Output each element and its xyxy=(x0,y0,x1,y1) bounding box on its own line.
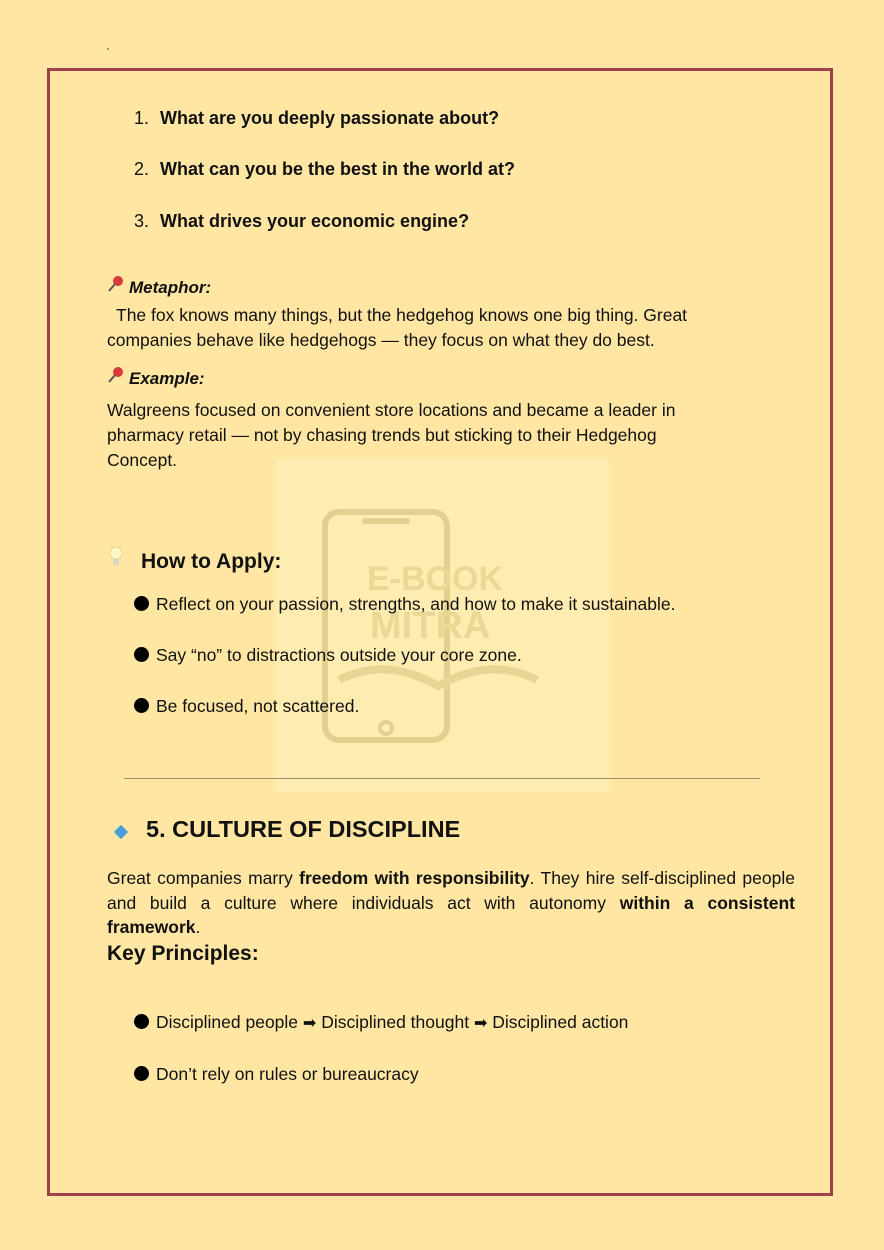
metaphor-label: Metaphor: xyxy=(129,278,212,297)
apply-item-2 xyxy=(134,645,522,666)
apply-text: Reflect on your passion, strengths, and how to make it sustainable. xyxy=(156,594,676,614)
pushpin-icon xyxy=(107,275,129,298)
watermark xyxy=(275,458,609,792)
section-5-title: 5. CULTURE OF DISCIPLINE xyxy=(146,816,461,842)
intro-text: . They hire self-disciplined people and build a culture where individuals act with autonomy xyxy=(107,868,795,913)
question-item-2 xyxy=(134,159,515,180)
right-arrow-icon: ➡ xyxy=(473,1015,488,1032)
question-number: 1. xyxy=(134,108,150,128)
example-body xyxy=(107,398,675,473)
apply-item-1 xyxy=(134,594,675,615)
how-to-apply-title: How to Apply: xyxy=(141,550,282,573)
how-to-apply-heading xyxy=(108,546,281,574)
apply-item-3 xyxy=(134,696,359,717)
question-text: What are you deeply passionate about? xyxy=(160,108,500,128)
bullet-icon xyxy=(134,698,149,713)
question-number: 2. xyxy=(134,159,150,179)
intro-text: . xyxy=(195,917,201,937)
blue-diamond-icon xyxy=(114,825,128,839)
question-text: What drives your economic engine? xyxy=(160,211,470,231)
right-arrow-icon: ➡ xyxy=(302,1015,317,1032)
metaphor-body xyxy=(107,303,687,353)
bullet-icon xyxy=(134,596,149,611)
intro-bold: freedom with responsibility xyxy=(299,868,530,888)
pushpin-icon xyxy=(107,366,129,389)
principle-item-1 xyxy=(134,1012,628,1033)
metaphor-line-1: The fox knows many things, but the hedgehog knows one big thing. Great xyxy=(116,305,688,325)
question-item-3 xyxy=(134,211,469,232)
bullet-icon xyxy=(134,1014,149,1029)
section-divider xyxy=(124,778,760,779)
principle-text: Don’t rely on rules or bureaucracy xyxy=(156,1064,419,1084)
principle-c: Disciplined action xyxy=(492,1012,629,1032)
example-line-1: Walgreens focused on convenient store locations and became a leader in xyxy=(107,400,676,420)
question-number: 3. xyxy=(134,211,150,231)
section-5-heading xyxy=(116,816,460,843)
metaphor-heading xyxy=(107,275,211,298)
watermark-text-1: E-BOOK xyxy=(367,560,503,598)
bullet-icon xyxy=(134,1066,149,1081)
principle-item-2 xyxy=(134,1064,419,1085)
watermark-phone-icon xyxy=(275,458,609,792)
section-5-intro xyxy=(107,866,795,940)
intro-bold: within a consistent framework xyxy=(107,892,795,937)
watermark-text-2: MITRA xyxy=(370,605,491,647)
key-principles-heading: Key Principles: xyxy=(107,942,259,965)
question-text: What can you be the best in the world at? xyxy=(160,159,516,179)
example-line-2: pharmacy retail — not by chasing trends but sticking to their Hedgehog xyxy=(107,425,657,445)
page-tick-mark: ` xyxy=(106,46,110,60)
example-label: Example: xyxy=(129,369,205,388)
bullet-icon xyxy=(134,647,149,662)
principle-b: Disciplined thought xyxy=(321,1012,470,1032)
lightbulb-icon xyxy=(108,546,141,574)
intro-text: Great companies marry xyxy=(107,868,300,888)
example-heading xyxy=(107,366,205,389)
principle-a: Disciplined people xyxy=(156,1012,299,1032)
apply-text: Be focused, not scattered. xyxy=(156,696,360,716)
question-item-1 xyxy=(134,108,499,129)
apply-text: Say “no” to distractions outside your core zone. xyxy=(156,645,522,665)
example-line-3: Concept. xyxy=(107,450,178,470)
metaphor-line-2: companies behave like hedgehogs — they focus on what they do best. xyxy=(107,330,655,350)
